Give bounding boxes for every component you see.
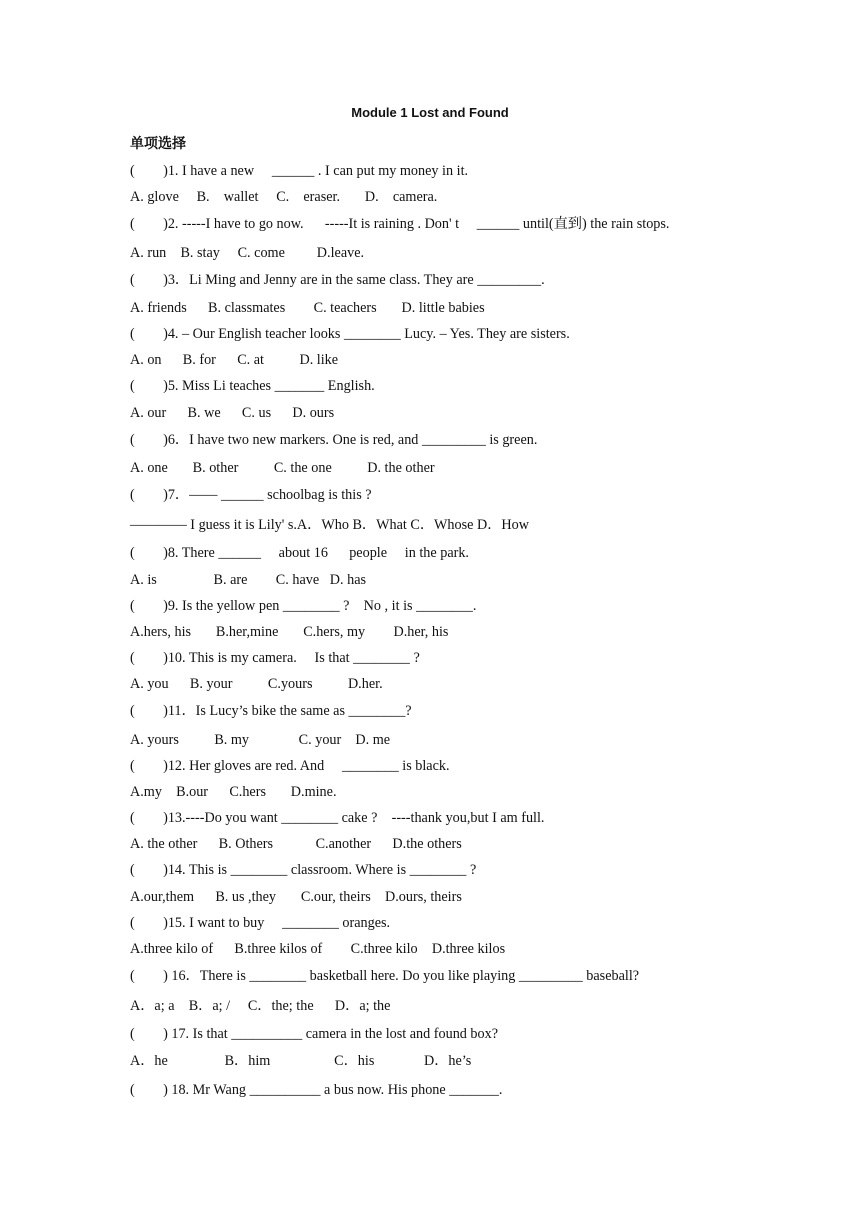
question-line: ( )11．Is Lucy’s bike the same as ________? bbox=[130, 703, 412, 719]
options-line: ———— I guess it is Lily' s.A．Who B．What C．Whose D．How bbox=[130, 517, 529, 533]
question-line: ( )5. Miss Li teaches _______ English. bbox=[130, 378, 375, 394]
question-line: ( )14. This is ________ classroom. Where is ________ ? bbox=[130, 862, 477, 878]
options-line: A．a; a B．a; / C．the; the D．a; the bbox=[130, 998, 391, 1014]
options-line: A. run B. stay C. come D.leave. bbox=[130, 245, 365, 261]
options-line: A. friends B. classmates C. teachers D. little babies bbox=[130, 300, 485, 316]
document-title: Module 1 Lost and Found bbox=[351, 105, 509, 120]
question-line: ( )6．I have two new markers. One is red, and _________ is green. bbox=[130, 432, 538, 448]
options-line: A. one B. other C. the one D. the other bbox=[130, 460, 435, 476]
options-line: A.our,them B. us ,they C.our, theirs D.ours, theirs bbox=[130, 889, 462, 905]
question-line: ( )4. – Our English teacher looks ________ Lucy. – Yes. They are sisters. bbox=[130, 326, 570, 342]
options-line: A. you B. your C.yours D.her. bbox=[130, 676, 383, 692]
question-line: ( )7．—— ______ schoolbag is this ? bbox=[130, 487, 372, 503]
options-line: A.my B.our C.hers D.mine. bbox=[130, 784, 337, 800]
options-line: A.hers, his B.her,mine C.hers, my D.her, his bbox=[130, 624, 449, 640]
question-line: ( )13.----Do you want ________ cake ? ----thank you,but I am full. bbox=[130, 810, 545, 826]
question-line: ( )1. I have a new ______ . I can put my money in it. bbox=[130, 163, 469, 179]
options-line: A. glove B. wallet C. eraser. D. camera. bbox=[130, 189, 438, 205]
question-line: ( )2. -----I have to go now. -----It is raining . Don' t ______ until(直到) the rain stops. bbox=[130, 216, 670, 232]
question-line: ( )8. There ______ about 16 people in the park. bbox=[130, 545, 469, 561]
question-line: ( ) 17. Is that __________ camera in the lost and found box? bbox=[130, 1026, 499, 1042]
section-heading: 单项选择 bbox=[130, 136, 186, 152]
options-line: A. yours B. my C. your D. me bbox=[130, 732, 391, 748]
question-line: ( )3．Li Ming and Jenny are in the same class. They are _________. bbox=[130, 272, 545, 288]
options-line: A.three kilo of B.three kilos of C.three kilo D.three kilos bbox=[130, 941, 506, 957]
question-line: ( )9. Is the yellow pen ________ ? No , it is ________. bbox=[130, 598, 477, 614]
options-line: A．he B．him C．his D．he’s bbox=[130, 1053, 472, 1069]
question-line: ( )12. Her gloves are red. And ________ is black. bbox=[130, 758, 450, 774]
question-line: ( ) 18. Mr Wang __________ a bus now. His phone _______. bbox=[130, 1082, 503, 1098]
options-line: A. our B. we C. us D. ours bbox=[130, 405, 335, 421]
options-line: A. on B. for C. at D. like bbox=[130, 352, 339, 368]
question-line: ( )10. This is my camera. Is that ________ ? bbox=[130, 650, 420, 666]
question-line: ( ) 16．There is ________ basketball here. Do you like playing _________ baseball? bbox=[130, 968, 640, 984]
options-line: A. is B. are C. have D. has bbox=[130, 572, 367, 588]
options-line: A. the other B. Others C.another D.the others bbox=[130, 836, 462, 852]
question-line: ( )15. I want to buy ________ oranges. bbox=[130, 915, 391, 931]
